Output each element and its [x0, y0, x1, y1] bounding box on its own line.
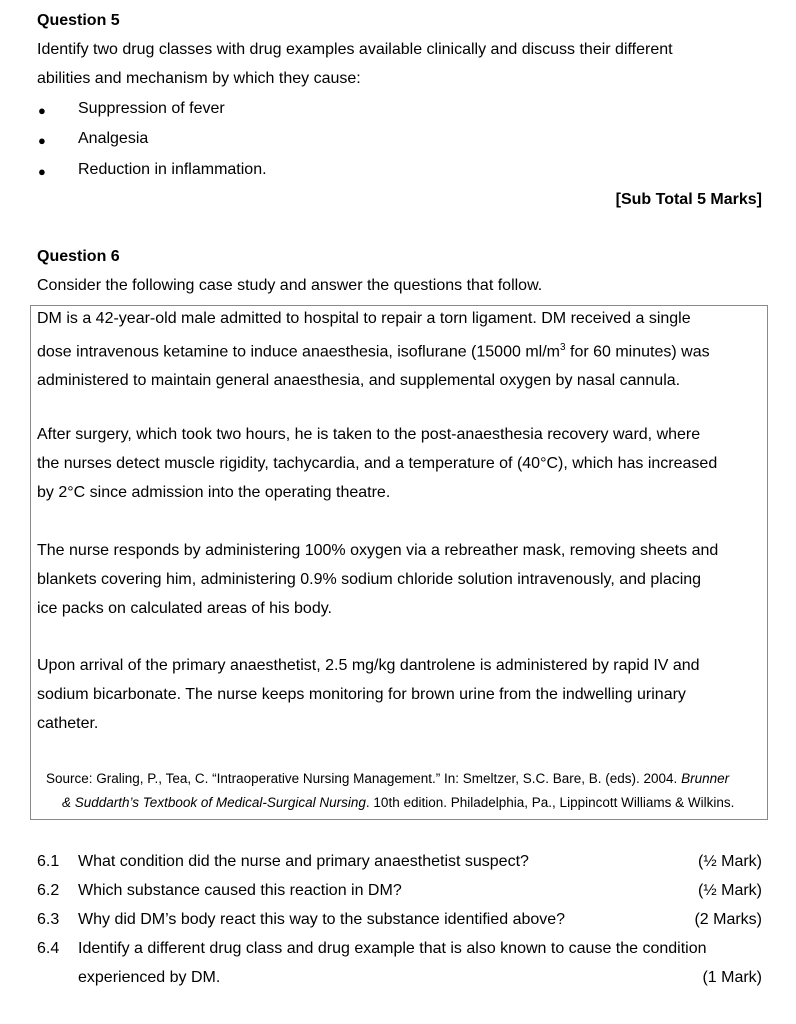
- case-line: DM is a 42-year-old male admitted to hospital to repair a torn ligament. DM received a single: [37, 310, 691, 327]
- question-5-title: Question 5: [37, 12, 120, 29]
- subquestion-mark: (2 Marks): [694, 911, 762, 928]
- bullet-icon: ●: [38, 133, 46, 148]
- source-citation-line-1: Source: Graling, P., Tea, C. “Intraoperative Nursing Management.” In: Smeltzer, S.C. Bare, B. (eds). 2004. Brunner: [46, 771, 730, 786]
- subquestion-text: Why did DM’s body react this way to the substance identified above?: [78, 911, 566, 928]
- case-line: The nurse responds by administering 100% oxygen via a rebreather mask, removing sheets and: [37, 542, 719, 559]
- subquestion-6-3: [37, 905, 762, 934]
- question-5-prompt-line-2: abilities and mechanism by which they cause:: [37, 70, 361, 87]
- case-paragraph-1: [37, 304, 762, 395]
- case-line: by 2°C since admission into the operating theatre.: [37, 484, 391, 501]
- case-line: sodium bicarbonate. The nurse keeps monitoring for brown urine from the indwelling urinary: [37, 686, 686, 703]
- case-line: ice packs on calculated areas of his body.: [37, 600, 332, 617]
- question-5-prompt-line-1: Identify two drug classes with drug examples available clinically and discuss their different: [37, 41, 673, 58]
- bullet-item-inflammation: Reduction in inflammation.: [78, 161, 267, 178]
- case-line: administered to maintain general anaesthesia, and supplemental oxygen by nasal cannula.: [37, 372, 681, 390]
- subquestion-number: 6.1: [37, 853, 60, 870]
- bullet-item-analgesia: Analgesia: [78, 130, 149, 147]
- case-line: blankets covering him, administering 0.9% sodium chloride solution intravenously, and placing: [37, 571, 702, 588]
- subquestion-text: Which substance caused this reaction in DM?: [78, 882, 402, 899]
- subquestion-mark: (½ Mark): [698, 882, 762, 899]
- case-line: the nurses detect muscle rigidity, tachycardia, and a temperature of (40°C), which has increased: [37, 455, 718, 472]
- subquestion-text: experienced by DM.: [78, 969, 221, 986]
- question-6-intro: Consider the following case study and answer the questions that follow.: [37, 277, 543, 294]
- case-paragraph-4: [37, 651, 762, 738]
- subquestion-6-2: [37, 876, 762, 905]
- sub-total-marks: [Sub Total 5 Marks]: [615, 191, 762, 208]
- subquestion-6-4-continued: [37, 963, 762, 992]
- case-line: catheter.: [37, 715, 99, 732]
- bullet-item-fever: Suppression of fever: [78, 100, 225, 117]
- bullet-icon: ●: [38, 164, 46, 179]
- subquestion-number: 6.3: [37, 911, 60, 928]
- subquestion-mark: (1 Mark): [702, 969, 762, 986]
- question-6-title: Question 6: [37, 248, 120, 265]
- subquestion-number: 6.2: [37, 882, 60, 899]
- subquestion-text: Identify a different drug class and drug example that is also known to cause the condition: [78, 940, 707, 957]
- source-citation-line-2: & Suddarth’s Textbook of Medical-Surgical Nursing. 10th edition. Philadelphia, Pa., Lippincott Williams & Wilkins.: [62, 795, 735, 810]
- subquestion-6-1: [37, 847, 762, 876]
- case-line: Upon arrival of the primary anaesthetist, 2.5 mg/kg dantrolene is administered by rapid IV and: [37, 657, 700, 674]
- case-line: After surgery, which took two hours, he is taken to the post-anaesthesia recovery ward, where: [37, 426, 701, 443]
- subquestion-mark: (½ Mark): [698, 853, 762, 870]
- case-line: dose intravenous ketamine to induce anaesthesia, isoflurane (15000 $ml/m^3$ for 60 minutes) was: [37, 342, 710, 361]
- subquestion-text: What condition did the nurse and primary anaesthetist suspect?: [78, 853, 529, 870]
- case-paragraph-3: [37, 536, 762, 623]
- case-paragraph-2: [37, 420, 762, 507]
- subquestion-6-4: [37, 934, 762, 963]
- bullet-icon: ●: [38, 103, 46, 118]
- subquestion-number: 6.4: [37, 940, 60, 957]
